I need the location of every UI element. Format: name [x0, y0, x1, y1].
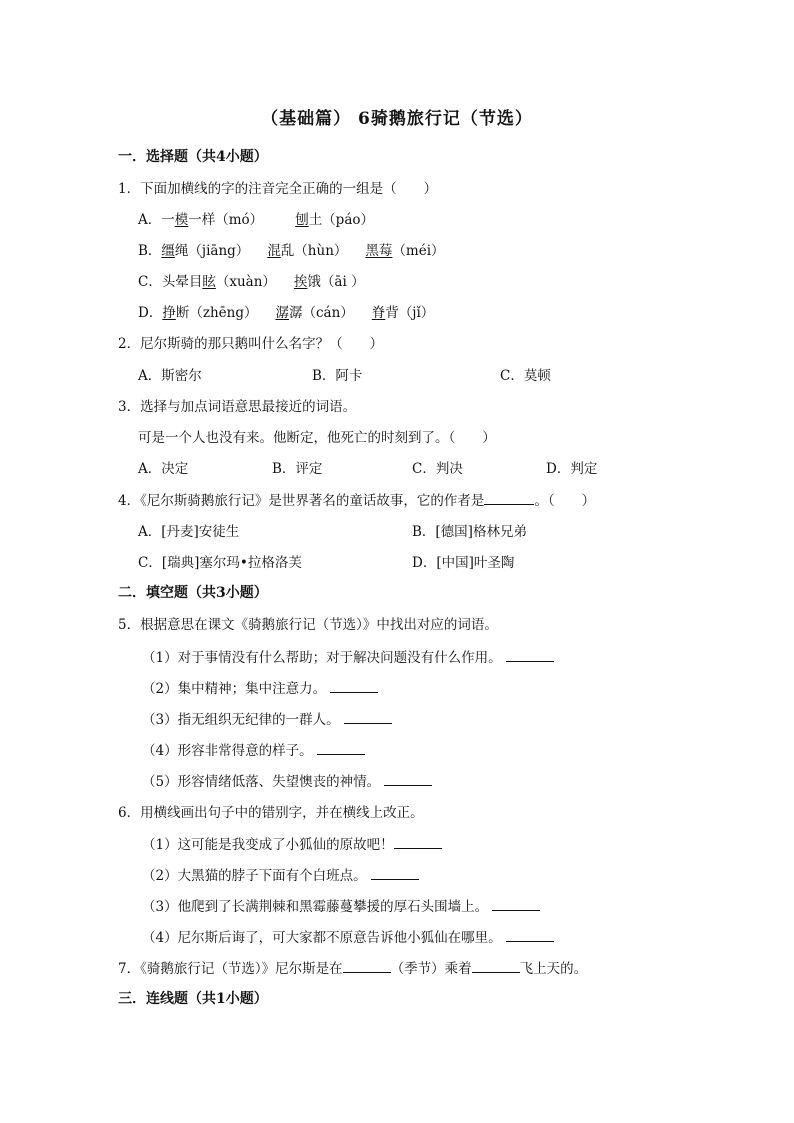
question-4-option-d: D．[中国]叶圣陶	[412, 555, 515, 571]
section-heading-fill: 二．填空题（共3小题）	[118, 585, 268, 601]
question-1-option-b: B．缰绳（jiāng） 混乱（hùn） 黑莓（méi）	[138, 243, 445, 259]
section-heading-matching: 三．连线题（共1小题）	[118, 991, 268, 1007]
question-4-stem: 4．《尼尔斯骑鹅旅行记》是世界著名的童话故事，它的作者是 。（ ）	[118, 493, 596, 509]
question-5-item-4: （4）形容非常得意的样子。	[142, 739, 365, 759]
answer-blank[interactable]	[394, 836, 442, 849]
answer-blank[interactable]	[384, 773, 432, 786]
question-1-stem: 1．下面加横线的字的注音完全正确的一组是（ ）	[118, 181, 438, 197]
question-5-stem: 5．根据意思在课文《骑鹅旅行记（节选）》中找出对应的词语。	[118, 617, 498, 633]
question-1-option-c: C．头晕目眩（xuàn） 挨饿（āi ）	[138, 274, 365, 290]
question-3-option-c: C．判决	[412, 461, 463, 477]
question-6-item-2: （2）大黑猫的脖子下面有个白班点。	[142, 864, 419, 884]
question-3-stem: 3．选择与加点词语意思最接近的词语。	[118, 399, 357, 415]
question-6-item-4: （4）尼尔斯后诲了，可大家都不原意告诉他小狐仙在哪里。	[142, 926, 554, 946]
question-3-option-a: A．决定	[138, 461, 189, 477]
question-2-option-c: C．莫顿	[500, 368, 551, 384]
question-5-item-3: （3）指无组织无纪律的一群人。	[142, 708, 392, 728]
question-2-option-a: A．斯密尔	[138, 368, 202, 384]
question-4-option-c: C．[瑞典]塞尔玛•拉格洛芙	[138, 555, 302, 571]
question-5-item-1: （1）对于事情没有什么帮助；对于解决问题没有什么作用。	[142, 646, 554, 666]
question-1-option-a: A．一模一样（mó） 刨土（páo）	[138, 212, 375, 228]
answer-blank[interactable]	[344, 711, 392, 724]
question-3-option-b: B．评定	[272, 461, 323, 477]
section-heading-choice: 一．选择题（共4小题）	[118, 149, 268, 165]
question-6-item-3: （3）他爬到了长满荆棘和黑霉藤蔓攀援的厚石头围墙上。	[142, 895, 540, 915]
question-4-option-b: B．[德国]格林兄弟	[412, 524, 527, 540]
answer-blank[interactable]	[472, 960, 520, 973]
question-3-sentence: 可是一个人也没有来。他断定，他死亡的时刻到了。（ ）	[138, 430, 496, 446]
answer-blank[interactable]	[492, 898, 540, 911]
answer-blank[interactable]	[484, 492, 534, 505]
answer-blank[interactable]	[506, 649, 554, 662]
answer-blank[interactable]	[330, 680, 378, 693]
question-5-item-5: （5）形容情绪低落、失望懊丧的神情。	[142, 770, 432, 790]
page-title: （基础篇） 6骑鹅旅行记（节选）	[261, 109, 533, 129]
question-5-item-2: （2）集中精神；集中注意力。	[142, 677, 378, 697]
question-6-stem: 6．用横线画出句子中的错别字，并在横线上改正。	[118, 805, 424, 821]
question-6-item-1: （1）这可能是我变成了小狐仙的原故吧！	[142, 833, 442, 853]
answer-blank[interactable]	[343, 960, 391, 973]
question-2-option-b: B．阿卡	[312, 368, 363, 384]
answer-blank[interactable]	[371, 867, 419, 880]
question-1-option-d: D．挣断（zhēng） 潺潺（cán） 脊背（jǐ）	[138, 305, 435, 321]
answer-blank[interactable]	[317, 742, 365, 755]
answer-blank[interactable]	[506, 929, 554, 942]
question-3-option-d: D．判定	[546, 461, 598, 477]
question-4-option-a: A．[丹麦]安徒生	[138, 524, 240, 540]
question-2-stem: 2．尼尔斯骑的那只鹅叫什么名字？（ ）	[118, 336, 384, 352]
question-7-stem: 7．《骑鹅旅行记（节选）》尼尔斯是在 （季节）乘着 飞上天的。	[118, 961, 588, 977]
